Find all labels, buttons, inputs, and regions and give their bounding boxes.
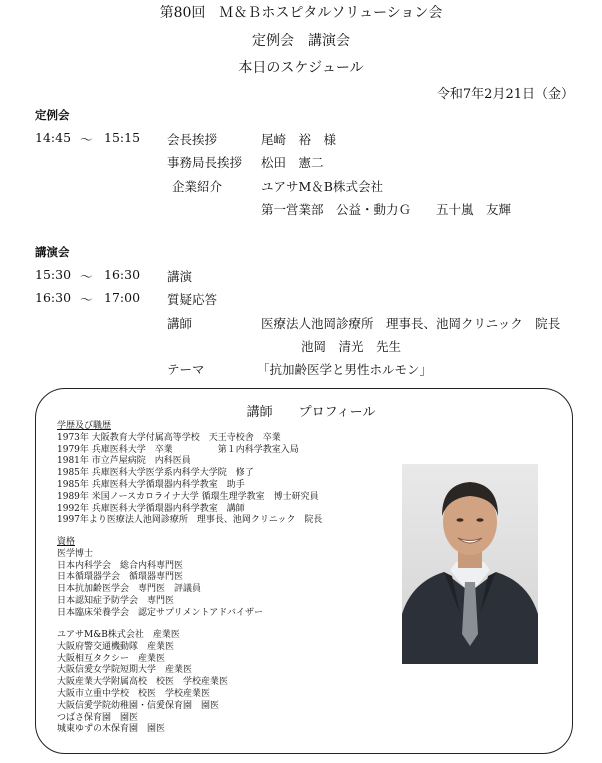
- theme-label: テーマ: [167, 362, 205, 377]
- item-label-secretary: 事務局長挨拶: [167, 155, 243, 170]
- position-item: 大阪信愛女学院短期大学 産業医: [57, 665, 193, 676]
- lecturer-name: 池岡 清光 先生: [301, 339, 402, 354]
- lecturer-label: 講師: [167, 316, 193, 331]
- profile-history: [57, 421, 322, 527]
- qualification-item: 日本認知症予防学会 専門医: [57, 595, 175, 606]
- item-value-company: ユアサM＆B株式会社: [261, 179, 383, 194]
- lecture-end-time: 16:30: [104, 267, 141, 282]
- qa-label: 質疑応答: [167, 292, 218, 307]
- position-item: つばさ保育園 園医: [57, 712, 139, 723]
- lecture-label: 講演: [167, 269, 193, 284]
- profile-title: 講師 プロフィール: [246, 405, 376, 420]
- lecture-tilde: ～: [80, 269, 93, 284]
- portrait-illustration: [402, 464, 538, 664]
- history-item: 1985年 兵庫医科大学循環器内科学教室 助手: [57, 479, 245, 490]
- theme-value: 「抗加齢医学と男性ホルモン」: [257, 362, 433, 377]
- position-item: 大阪市立重中学校 校医 学校産業医: [57, 688, 211, 699]
- teireikai-end-time: 15:15: [104, 130, 141, 145]
- teireikai-tilde: ～: [80, 132, 93, 147]
- position-item: 城東ゆずの木保育園 園医: [57, 724, 166, 735]
- history-item: 1981年 市立芦屋病院 内科医員: [57, 456, 191, 467]
- history-item: 1997年より医療法人池岡診療所 理事長、池岡クリニック 院長: [57, 515, 323, 526]
- position-item: 大阪産業大学附属高校 校医 学校産業医: [57, 677, 229, 688]
- position-item: 大阪相互タクシー 産業医: [57, 653, 166, 664]
- lecturer-photo: [402, 464, 538, 664]
- qualification-item: 日本内科学会 総合内科専門医: [57, 560, 184, 571]
- qualification-item: 日本循環器学会 循環器専門医: [57, 572, 184, 583]
- position-item: 大阪信愛学院幼稚園・信愛保育園 園医: [57, 700, 220, 711]
- history-item: 1989年 米国ノースカロライナ大学 循環生理学教室 博士研究員: [57, 491, 319, 502]
- position-item: ユアサM&B株式会社 産業医: [57, 630, 180, 640]
- qualification-item: 日本臨床栄養学会 認定サプリメントアドバイザー: [57, 607, 264, 618]
- teireikai-heading: 定例会: [35, 108, 70, 122]
- qa-start-time: 16:30: [35, 290, 72, 305]
- qualification-item: 日本抗加齢医学会 専門医 評議員: [57, 584, 202, 595]
- position-item: 大阪府警交通機動隊 産業医: [57, 641, 175, 652]
- history-item: 1985年 兵庫医科大学医学系内科学大学院 修了: [57, 468, 254, 479]
- kouenkai-heading: 講演会: [35, 245, 70, 259]
- item-label-president: 会長挨拶: [167, 132, 218, 147]
- qualification-item: 医学博士: [57, 548, 94, 559]
- history-item: 1992年 兵庫医科大学循環器内科学教室 講師: [57, 503, 245, 514]
- teireikai-start-time: 14:45: [35, 130, 72, 145]
- schedule-heading: 本日のスケジュール: [238, 60, 364, 76]
- qa-end-time: 17:00: [104, 290, 141, 305]
- item-value-secretary: 松田 憲二: [261, 155, 324, 170]
- lecture-start-time: 15:30: [35, 267, 72, 282]
- event-subtitle: 定例会 講演会: [252, 33, 350, 49]
- item-value-president: 尾崎 裕 様: [261, 132, 337, 147]
- qa-tilde: ～: [80, 292, 93, 307]
- event-date: 令和7年2月21日（金）: [436, 87, 574, 102]
- item-label-company: 企業紹介: [172, 179, 223, 194]
- lecturer-affiliation: 医療法人池岡診療所 理事長、池岡クリニック 院長: [261, 316, 561, 331]
- qualifications-heading: 資格: [57, 537, 76, 547]
- item-value-company-dept: 第一営業部 公益・動力Ｇ 五十嵐 友輝: [261, 202, 512, 217]
- profile-positions: [57, 630, 228, 736]
- history-item: 1979年 兵庫医科大学 卒業 第１内科学教室入局: [57, 444, 299, 455]
- event-title: 第80回 Ｍ＆Ｂホスピタルソリューション会: [159, 5, 443, 21]
- history-item: 1973年 大阪教育大学付属高等学校 天王寺校舎 卒業: [57, 432, 281, 443]
- history-heading: 学歴及び職歴: [57, 421, 112, 431]
- profile-qualifications: [57, 537, 263, 620]
